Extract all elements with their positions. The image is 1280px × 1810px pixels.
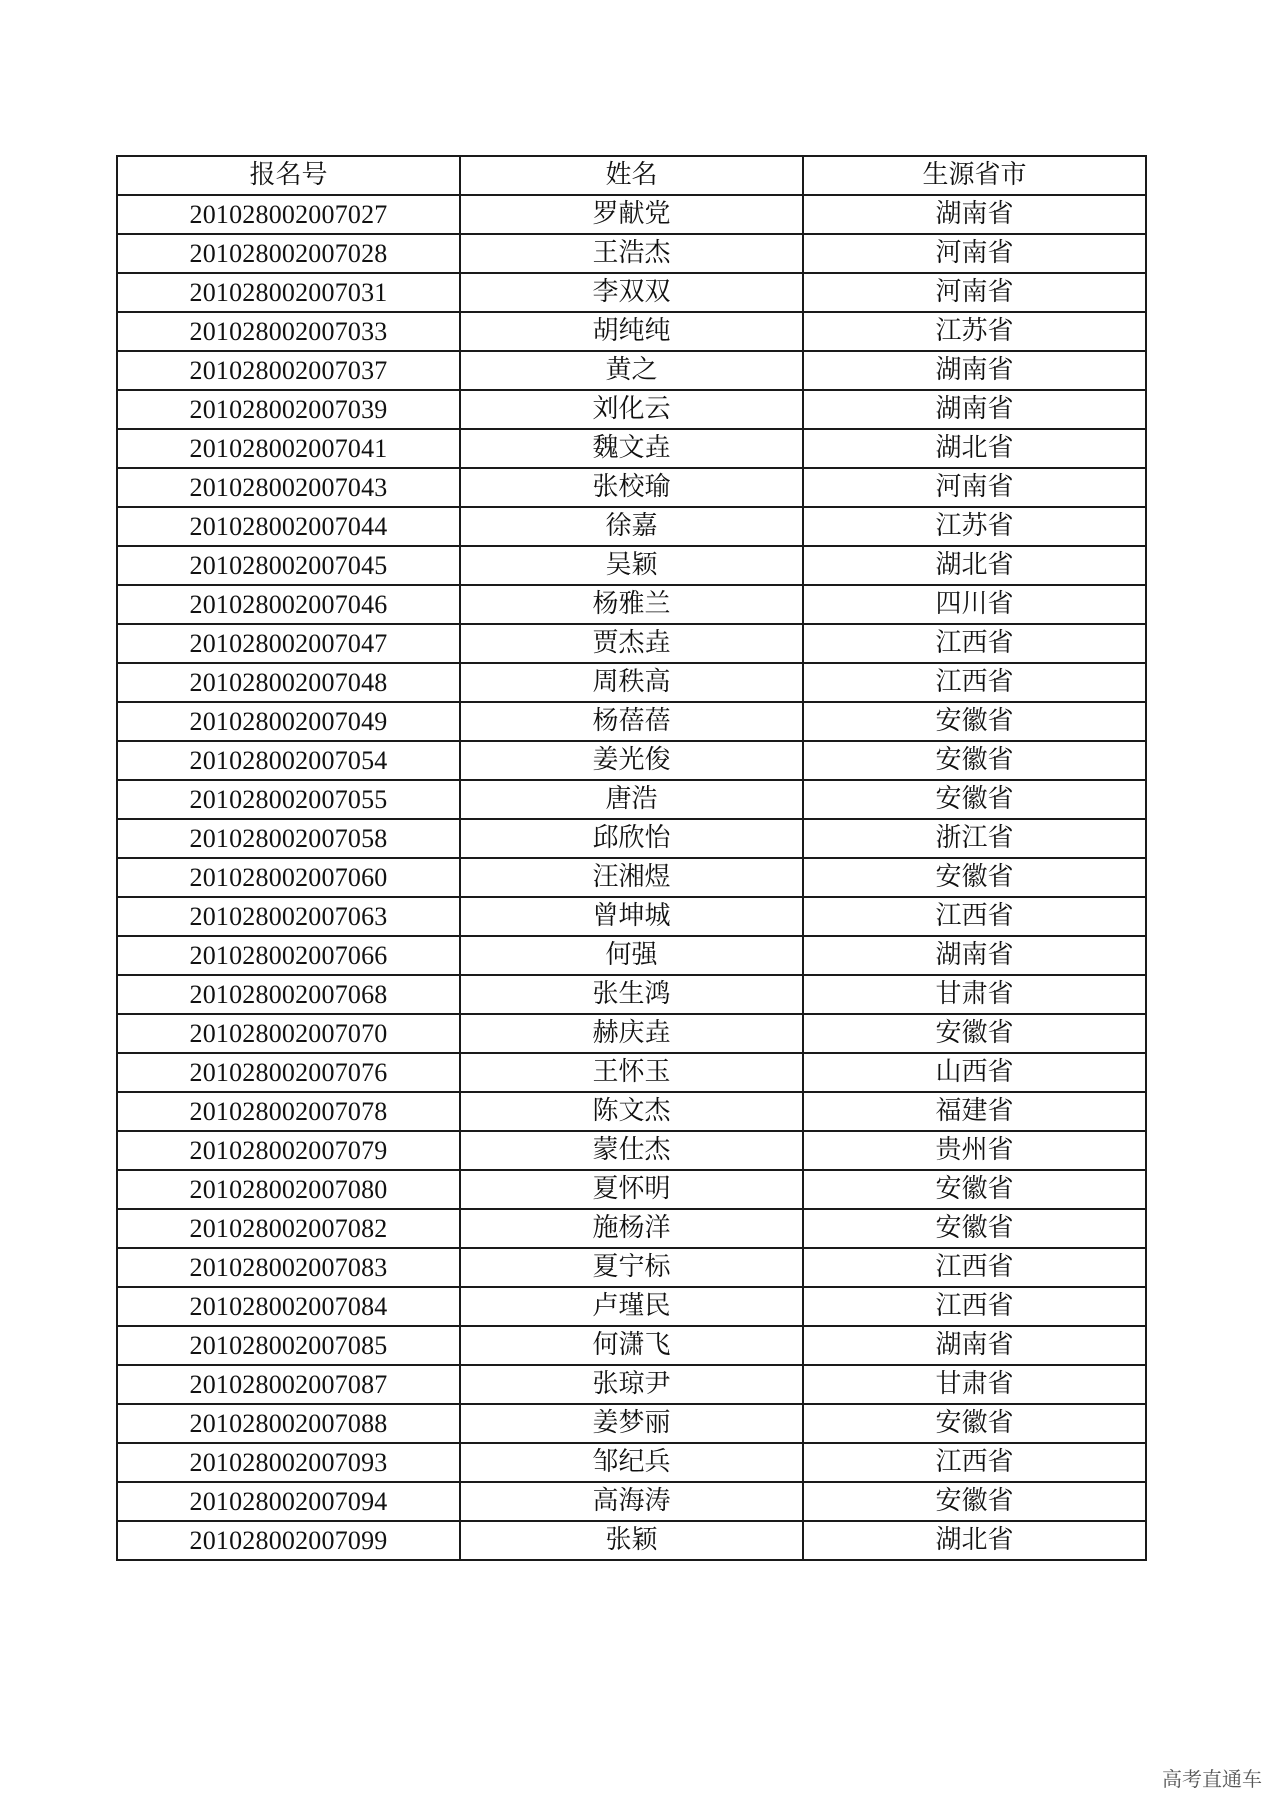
registration-number-cell: 201028002007048 xyxy=(117,663,460,702)
table-row xyxy=(117,1443,1146,1482)
origin-province-cell: 河南省 xyxy=(803,468,1146,507)
name-cell: 贾杰垚 xyxy=(460,624,803,663)
registration-number-cell: 201028002007070 xyxy=(117,1014,460,1053)
origin-province-cell: 安徽省 xyxy=(803,741,1146,780)
table-row xyxy=(117,1365,1146,1404)
name-cell: 邱欣怡 xyxy=(460,819,803,858)
table-row xyxy=(117,351,1146,390)
origin-province-cell: 江西省 xyxy=(803,897,1146,936)
table-row xyxy=(117,234,1146,273)
name-cell: 高海涛 xyxy=(460,1482,803,1521)
name-cell: 夏宁标 xyxy=(460,1248,803,1287)
registration-number-cell: 201028002007099 xyxy=(117,1521,460,1560)
origin-province-cell: 江西省 xyxy=(803,1287,1146,1326)
registration-number-cell: 201028002007088 xyxy=(117,1404,460,1443)
name-cell: 吴颖 xyxy=(460,546,803,585)
name-cell: 杨雅兰 xyxy=(460,585,803,624)
table-row xyxy=(117,1521,1146,1560)
origin-province-cell: 安徽省 xyxy=(803,702,1146,741)
table-row xyxy=(117,819,1146,858)
table-row xyxy=(117,1053,1146,1092)
table-row xyxy=(117,897,1146,936)
table-row xyxy=(117,429,1146,468)
name-cell: 陈文杰 xyxy=(460,1092,803,1131)
registration-number-cell: 201028002007066 xyxy=(117,936,460,975)
origin-province-cell: 湖南省 xyxy=(803,390,1146,429)
table-row xyxy=(117,975,1146,1014)
table-body xyxy=(117,195,1146,1560)
table-row xyxy=(117,390,1146,429)
origin-province-cell: 甘肃省 xyxy=(803,1365,1146,1404)
registration-number-cell: 201028002007076 xyxy=(117,1053,460,1092)
registration-number-cell: 201028002007037 xyxy=(117,351,460,390)
origin-province-cell: 湖南省 xyxy=(803,195,1146,234)
registration-number-cell: 201028002007028 xyxy=(117,234,460,273)
name-cell: 张琼尹 xyxy=(460,1365,803,1404)
registration-number-cell: 201028002007033 xyxy=(117,312,460,351)
origin-province-cell: 湖北省 xyxy=(803,1521,1146,1560)
name-cell: 徐嘉 xyxy=(460,507,803,546)
registration-number-cell: 201028002007039 xyxy=(117,390,460,429)
origin-province-cell: 江西省 xyxy=(803,624,1146,663)
name-cell: 杨蓓蓓 xyxy=(460,702,803,741)
origin-province-cell: 贵州省 xyxy=(803,1131,1146,1170)
table-row xyxy=(117,312,1146,351)
table-row xyxy=(117,507,1146,546)
origin-province-cell: 河南省 xyxy=(803,234,1146,273)
table-row xyxy=(117,1404,1146,1443)
origin-province-cell: 浙江省 xyxy=(803,819,1146,858)
table-row xyxy=(117,1131,1146,1170)
name-cell: 姜光俊 xyxy=(460,741,803,780)
origin-province-cell: 安徽省 xyxy=(803,1014,1146,1053)
name-cell: 李双双 xyxy=(460,273,803,312)
table-row xyxy=(117,1287,1146,1326)
origin-province-cell: 安徽省 xyxy=(803,858,1146,897)
name-cell: 张颖 xyxy=(460,1521,803,1560)
name-cell: 蒙仕杰 xyxy=(460,1131,803,1170)
name-cell: 刘化云 xyxy=(460,390,803,429)
table-row xyxy=(117,624,1146,663)
name-cell: 卢瑾民 xyxy=(460,1287,803,1326)
registration-number-cell: 201028002007047 xyxy=(117,624,460,663)
name-cell: 张生鸿 xyxy=(460,975,803,1014)
table-row xyxy=(117,1482,1146,1521)
origin-province-cell: 江西省 xyxy=(803,1248,1146,1287)
registration-number-cell: 201028002007080 xyxy=(117,1170,460,1209)
table-row xyxy=(117,273,1146,312)
registration-number-cell: 201028002007031 xyxy=(117,273,460,312)
table-row xyxy=(117,1014,1146,1053)
table-row xyxy=(117,936,1146,975)
header-registration-number: 报名号 xyxy=(117,156,460,195)
name-cell: 张校瑜 xyxy=(460,468,803,507)
origin-province-cell: 湖南省 xyxy=(803,351,1146,390)
table-row xyxy=(117,1092,1146,1131)
registration-number-cell: 201028002007044 xyxy=(117,507,460,546)
table-row xyxy=(117,780,1146,819)
registration-number-cell: 201028002007093 xyxy=(117,1443,460,1482)
name-cell: 王怀玉 xyxy=(460,1053,803,1092)
registration-number-cell: 201028002007041 xyxy=(117,429,460,468)
name-cell: 黄之 xyxy=(460,351,803,390)
origin-province-cell: 江苏省 xyxy=(803,507,1146,546)
table-row xyxy=(117,585,1146,624)
origin-province-cell: 安徽省 xyxy=(803,1209,1146,1248)
registration-number-cell: 201028002007084 xyxy=(117,1287,460,1326)
origin-province-cell: 江苏省 xyxy=(803,312,1146,351)
origin-province-cell: 福建省 xyxy=(803,1092,1146,1131)
name-cell: 夏怀明 xyxy=(460,1170,803,1209)
registration-number-cell: 201028002007060 xyxy=(117,858,460,897)
table-row xyxy=(117,741,1146,780)
registration-number-cell: 201028002007055 xyxy=(117,780,460,819)
registration-number-cell: 201028002007083 xyxy=(117,1248,460,1287)
origin-province-cell: 安徽省 xyxy=(803,1404,1146,1443)
origin-province-cell: 湖北省 xyxy=(803,429,1146,468)
registration-number-cell: 201028002007087 xyxy=(117,1365,460,1404)
table-row xyxy=(117,663,1146,702)
name-cell: 王浩杰 xyxy=(460,234,803,273)
header-origin-province: 生源省市 xyxy=(803,156,1146,195)
origin-province-cell: 湖南省 xyxy=(803,1326,1146,1365)
name-cell: 唐浩 xyxy=(460,780,803,819)
registration-number-cell: 201028002007063 xyxy=(117,897,460,936)
origin-province-cell: 安徽省 xyxy=(803,1170,1146,1209)
registration-number-cell: 201028002007094 xyxy=(117,1482,460,1521)
table-row xyxy=(117,546,1146,585)
origin-province-cell: 江西省 xyxy=(803,663,1146,702)
name-cell: 姜梦丽 xyxy=(460,1404,803,1443)
table-row xyxy=(117,1248,1146,1287)
origin-province-cell: 甘肃省 xyxy=(803,975,1146,1014)
origin-province-cell: 安徽省 xyxy=(803,1482,1146,1521)
origin-province-cell: 湖南省 xyxy=(803,936,1146,975)
name-cell: 施杨洋 xyxy=(460,1209,803,1248)
name-cell: 何潇飞 xyxy=(460,1326,803,1365)
table-header xyxy=(117,156,1146,195)
registration-number-cell: 201028002007082 xyxy=(117,1209,460,1248)
origin-province-cell: 山西省 xyxy=(803,1053,1146,1092)
name-cell: 罗献党 xyxy=(460,195,803,234)
header-row xyxy=(117,156,1146,195)
table-row xyxy=(117,195,1146,234)
registration-number-cell: 201028002007046 xyxy=(117,585,460,624)
name-cell: 胡纯纯 xyxy=(460,312,803,351)
registration-number-cell: 201028002007045 xyxy=(117,546,460,585)
table-row xyxy=(117,858,1146,897)
name-cell: 周秩高 xyxy=(460,663,803,702)
header-name: 姓名 xyxy=(460,156,803,195)
registration-number-cell: 201028002007079 xyxy=(117,1131,460,1170)
origin-province-cell: 四川省 xyxy=(803,585,1146,624)
table-row xyxy=(117,1170,1146,1209)
admission-list-table xyxy=(116,155,1147,1561)
table-row xyxy=(117,1209,1146,1248)
name-cell: 曾坤城 xyxy=(460,897,803,936)
table-row xyxy=(117,468,1146,507)
name-cell: 何强 xyxy=(460,936,803,975)
table-row xyxy=(117,702,1146,741)
watermark-text: 高考直通车 xyxy=(1162,1767,1262,1791)
registration-number-cell: 201028002007078 xyxy=(117,1092,460,1131)
origin-province-cell: 江西省 xyxy=(803,1443,1146,1482)
name-cell: 邹纪兵 xyxy=(460,1443,803,1482)
registration-number-cell: 201028002007049 xyxy=(117,702,460,741)
origin-province-cell: 安徽省 xyxy=(803,780,1146,819)
name-cell: 汪湘煜 xyxy=(460,858,803,897)
origin-province-cell: 河南省 xyxy=(803,273,1146,312)
registration-number-cell: 201028002007085 xyxy=(117,1326,460,1365)
registration-number-cell: 201028002007027 xyxy=(117,195,460,234)
name-cell: 赫庆垚 xyxy=(460,1014,803,1053)
origin-province-cell: 湖北省 xyxy=(803,546,1146,585)
table-row xyxy=(117,1326,1146,1365)
registration-number-cell: 201028002007054 xyxy=(117,741,460,780)
name-cell: 魏文垚 xyxy=(460,429,803,468)
registration-number-cell: 201028002007043 xyxy=(117,468,460,507)
registration-number-cell: 201028002007058 xyxy=(117,819,460,858)
registration-number-cell: 201028002007068 xyxy=(117,975,460,1014)
